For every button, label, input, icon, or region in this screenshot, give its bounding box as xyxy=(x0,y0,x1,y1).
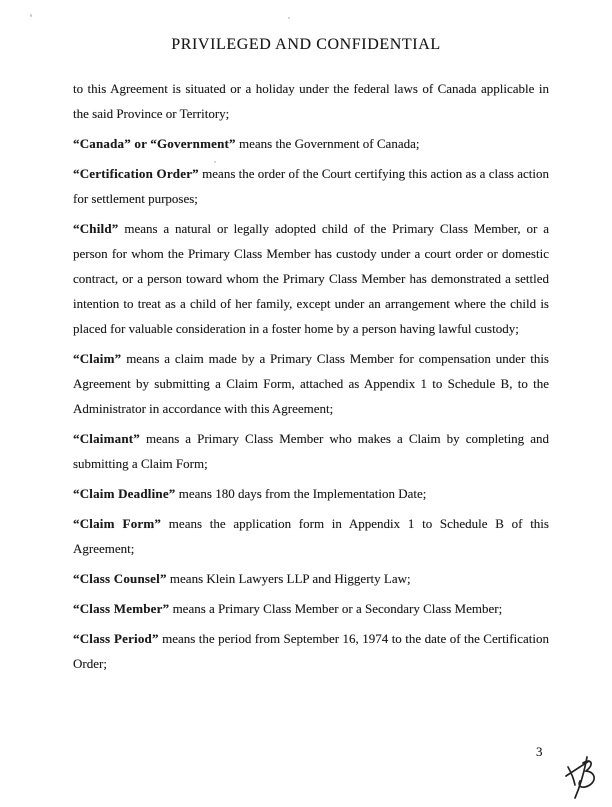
paragraph-definition-child xyxy=(73,216,549,341)
defined-term: “Claim” xyxy=(73,351,122,366)
defined-term: “Canada” or “Government” xyxy=(73,136,236,151)
paragraph-text: means the application form in Appendix 1 to Schedule B of this Agreement; xyxy=(73,516,549,556)
paragraph-definition-class-period xyxy=(73,626,549,676)
defined-term: “Child” xyxy=(73,221,119,236)
paragraph-continuation xyxy=(73,76,549,126)
page-number: 3 xyxy=(536,744,543,759)
paragraph-text: means 180 days from the Implementation Date; xyxy=(175,486,427,501)
paragraph-definition-canada xyxy=(73,131,549,156)
paragraph-text: means Klein Lawyers LLP and Higgerty Law; xyxy=(166,571,411,586)
defined-term: “Certification Order” xyxy=(73,166,199,181)
scan-speck xyxy=(30,14,32,17)
paragraph-definition-claimant xyxy=(73,426,549,476)
defined-term: “Class Member” xyxy=(73,601,170,616)
defined-term: “Class Counsel” xyxy=(73,571,167,586)
page-title: PRIVILEGED AND CONFIDENTIAL xyxy=(171,36,441,53)
paragraph-definition-class-member xyxy=(73,596,549,621)
defined-term: “Claimant” xyxy=(73,431,140,446)
paragraph-text: means the Government of Canada; xyxy=(235,136,420,151)
document-body xyxy=(73,76,549,681)
paragraph-text: means the period from September 16, 1974 to the date of the Certification Order; xyxy=(73,631,549,671)
paragraph-text: means a claim made by a Primary Class Member for compensation under this Agreement by submitting a Claim Form, attached as Appendix 1 to Schedule B, to the Administrator in accordance with this Agreement; xyxy=(73,351,549,416)
defined-term: “Claim Deadline” xyxy=(73,486,176,501)
paragraph-definition-class-counsel xyxy=(73,566,549,591)
handwritten-initial-icon xyxy=(562,754,600,800)
paragraph-definition-claim xyxy=(73,346,549,421)
paragraph-text: means a Primary Class Member who makes a Claim by completing and submitting a Claim Form; xyxy=(73,431,549,471)
paragraph-definition-claim-form xyxy=(73,511,549,561)
paragraph-text: to this Agreement is situated or a holiday under the federal laws of Canada applicable in the said Province or Territory; xyxy=(73,81,549,121)
paragraph-text: means the order of the Court certifying this action as a class action for settlement purposes; xyxy=(73,166,550,206)
paragraph-definition-certification-order xyxy=(73,161,549,211)
scan-speck xyxy=(288,17,290,19)
paragraph-definition-claim-deadline xyxy=(73,481,549,506)
defined-term: “Class Period” xyxy=(73,631,159,646)
paragraph-text: means a natural or legally adopted child of the Primary Class Member, or a person for whom the Primary Class Member has custody under a court order or domestic contract, or a person toward whom the Primary Class Member has demonstrated a settled intention to treat as a child of her family, except under an arrangement where the child is placed for valuable consideration in a foster home by a person having lawful custody; xyxy=(73,221,549,336)
paragraph-text: means a Primary Class Member or a Secondary Class Member; xyxy=(169,601,503,616)
defined-term: “Claim Form” xyxy=(73,516,162,531)
